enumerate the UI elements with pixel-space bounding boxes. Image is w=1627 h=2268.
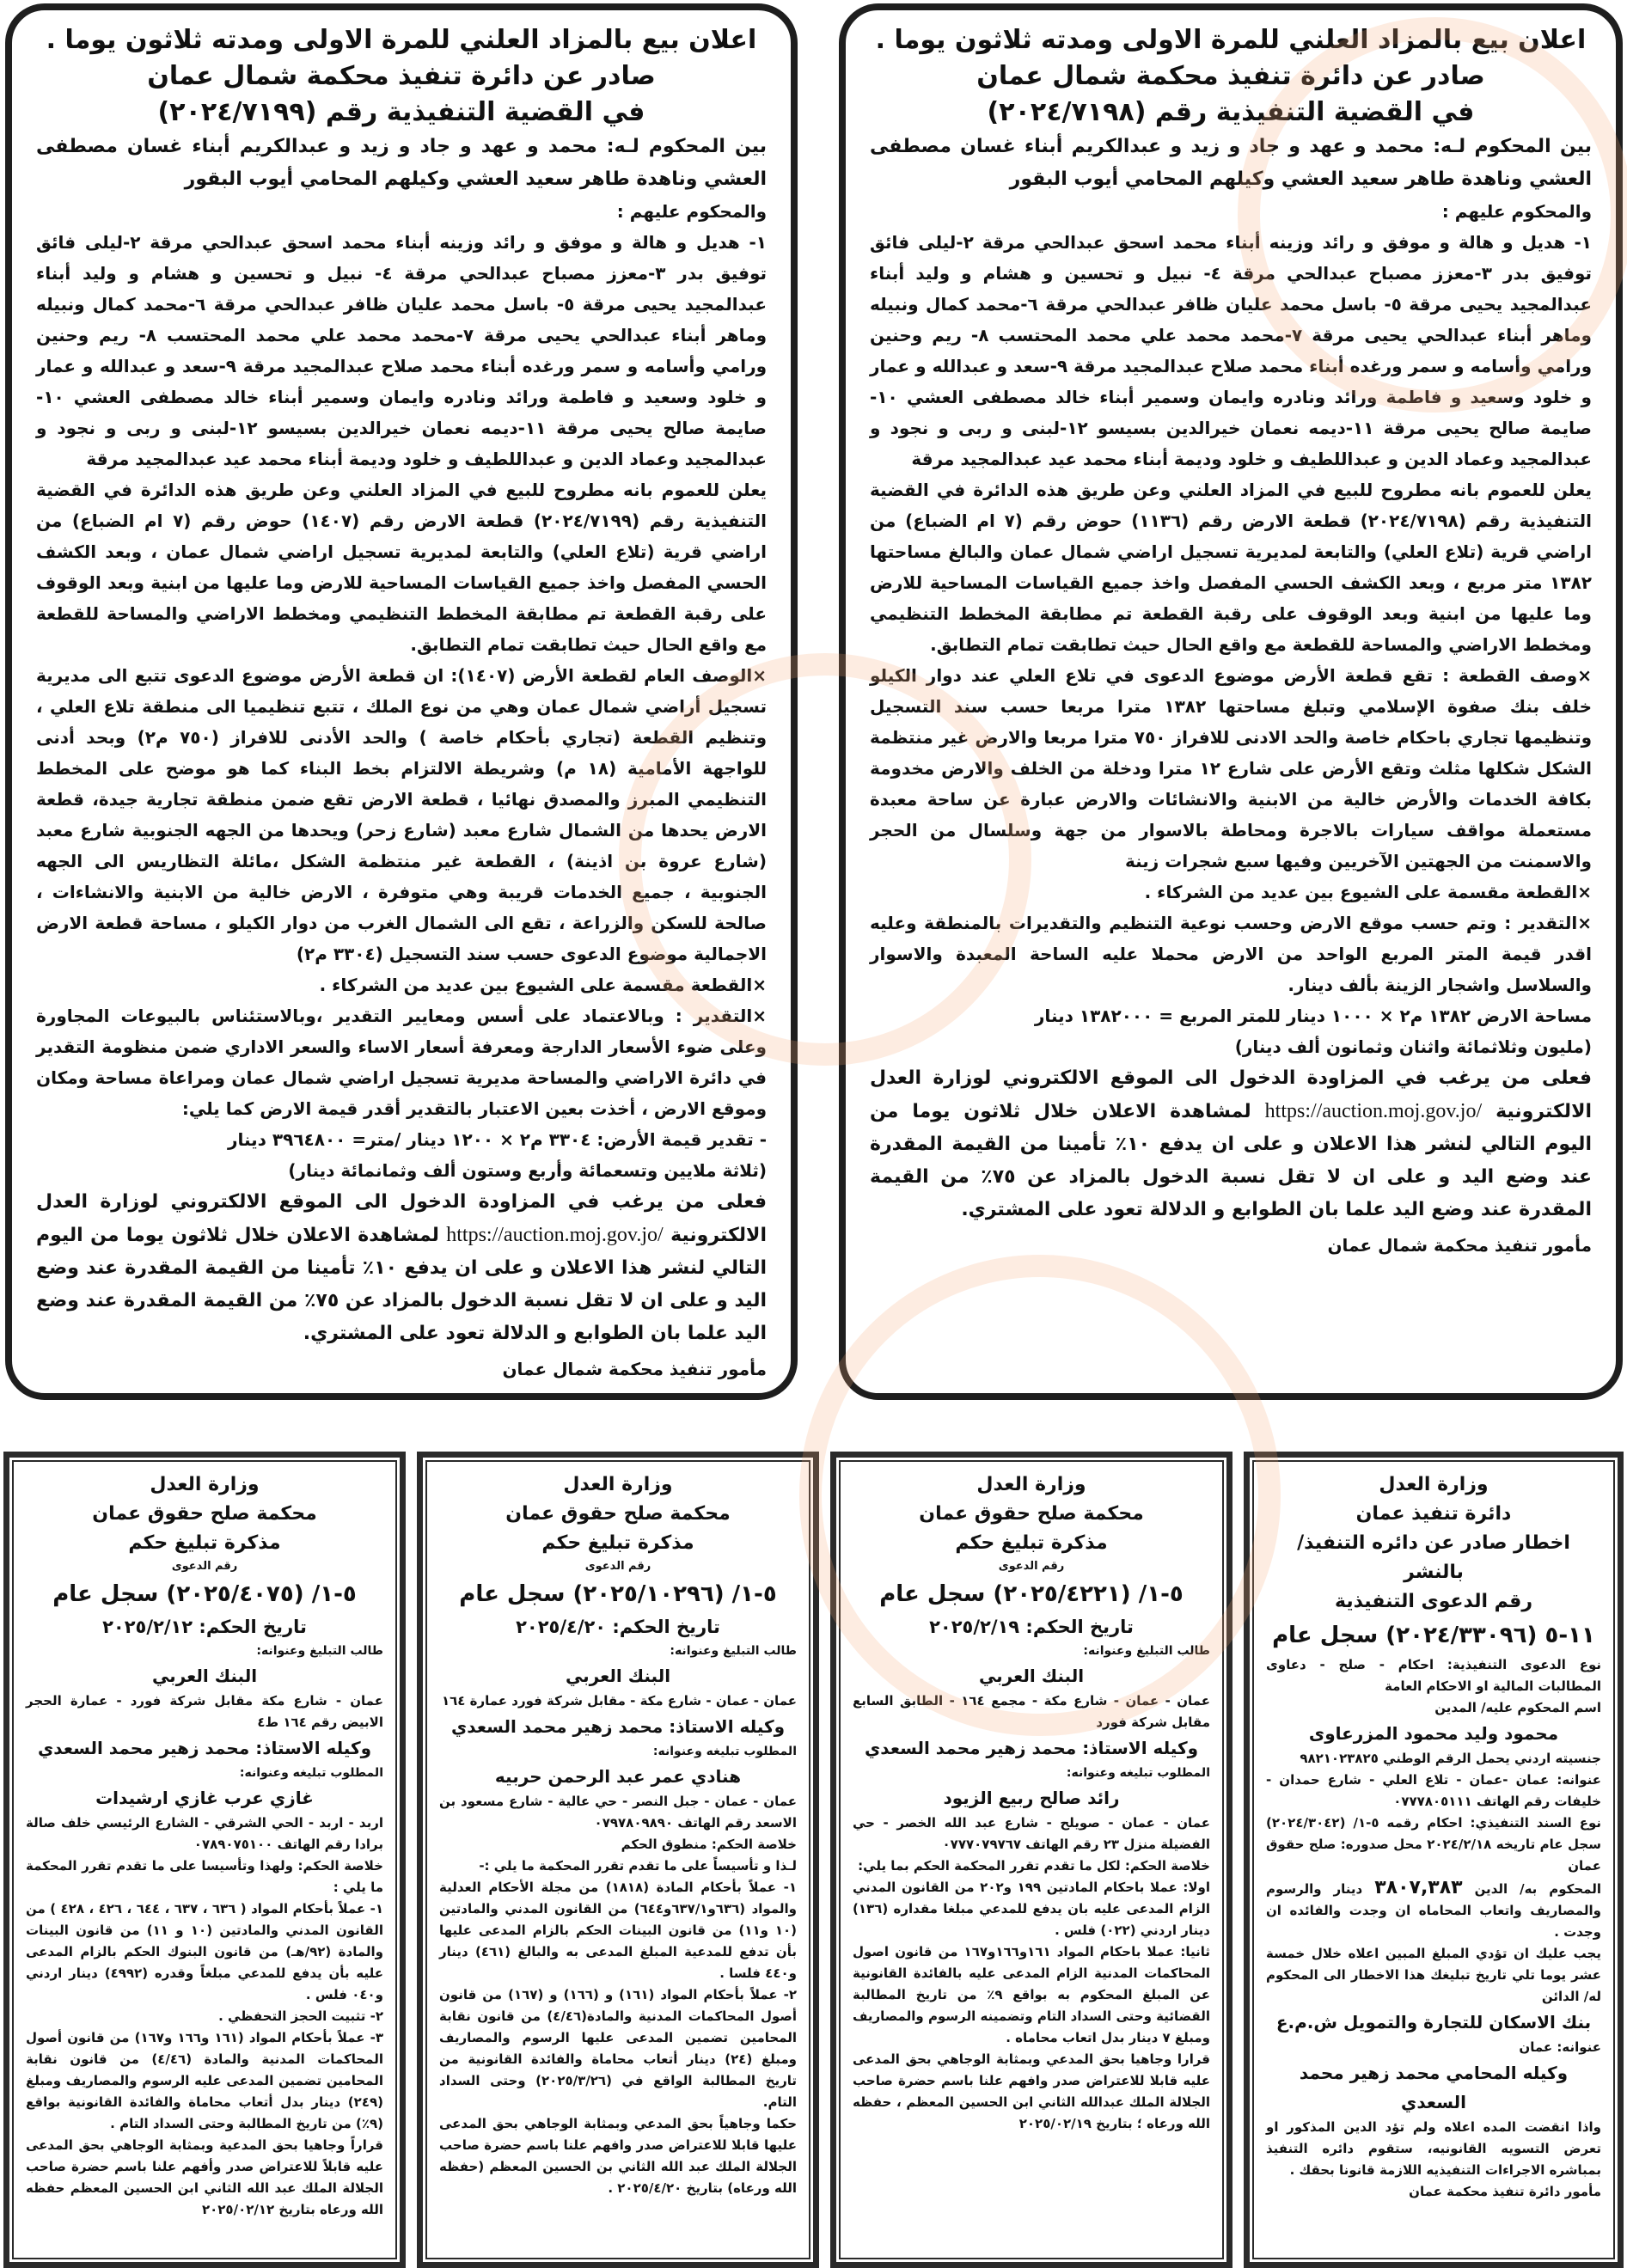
target-name: رائد صالح ربيع الزيود bbox=[943, 1788, 1120, 1808]
claimants: بين المحكوم لـه: محمد و عهد و جاد و زيد و عبدالكريم أبناء غسان مصطفى العشي وناهدة طاهر سعيد العشي وكيلهم المحامي أيوب البقور bbox=[36, 136, 767, 190]
bid-intro: فعلى من يرغب في المزاودة الدخول الى الموقع الالكتروني لوزارة العدل الالكترونية bbox=[870, 1067, 1592, 1122]
agent-name: وكيله المحامي محمد زهير محمد السعدي bbox=[1299, 2063, 1569, 2112]
auction-link[interactable]: https://auction.moj.gov.jo/ bbox=[446, 1224, 664, 1246]
agent-name: وكيله الاستاذ: محمد زهير محمد السعدي bbox=[37, 1738, 372, 1758]
signature: مأمور دائرة تنفيذ محكمة عمان bbox=[1409, 2184, 1601, 2199]
requester-name: البنك العربي bbox=[978, 1666, 1085, 1686]
case-label: رقم الدعوى bbox=[998, 1560, 1065, 1573]
auction-link[interactable]: https://auction.moj.gov.jo/ bbox=[1264, 1100, 1483, 1122]
notice-title: مذكرة تبليغ حكم bbox=[955, 1532, 1108, 1554]
judgment-notice bbox=[3, 1452, 406, 2268]
bid-instructions bbox=[870, 1062, 1592, 1226]
bid-intro: فعلى من يرغب في المزاودة الدخول الى الموقع الالكتروني لوزارة العدل الالكترونية bbox=[36, 1191, 767, 1246]
notice-title: اخطار صادر عن دائره التنفيذ/ بالنشر bbox=[1297, 1532, 1570, 1583]
ministry: وزارة العدل bbox=[976, 1474, 1086, 1495]
description: ×الوصف العام لقطعة الأرض (١٤٠٧): ان قطعة الأرض موضوع الدعوى تتبع الى مديرية تسجيل أراضي شمال عمان وهي من نوع الملك ، تتبع تنظيميا الى منطقة تلاع العلي ، وتنظيم القطعة (تجاري بأحكام خاصة ) والحد الأدنى للافراز (٧٥٠ م٢) وبحد أدنى للواجهة الأمامية (١٨ م) وشريطة الالتزام بخط البناء كما هو موضح على المخطط التنظيمي المبرز والمصدق نهائيا ، قطعة الارض تقع ضمن منطقة تجارية جيدة، قطعة الارض يحدها من الشمال شارع معبد (شارع زحر) ويحدها من الجهه الجنوبية شارع معبد (شارع عروة بن اذينة) ، القطعة غير منتظمة الشكل ،مائلة التظاريس الى الجهه الجنوبية ، جميع الخدمات قريبة وهي متوفرة ، الارض خالية من الابنية والانشاءات ، صالحة للسكن والزراعة ، تقع الى الشمال الغرب من دوار الكيلو ، مساحة قطعة الارض الاجمالية موضوع الدعوى حسب سند التسجيل (٣٣٠٤ م٢) bbox=[36, 665, 768, 964]
requester-label: طالب التبليغ وعنوانه: bbox=[670, 1644, 797, 1658]
valuation: ×التقدير : وبالاعتماد على أسس ومعايير التقدير ،وبالاستئناس بالبيوعات المجاورة وعلى ضوء الأسعار الدارجة ومعرفة أسعار الاساء والسعر الاداري ضمن منظومة التقدير في دائرة الاراضي والمساحة مديرية تسجيل اراضي شمال عمان ومراعاة مساحة ومكان وموقع الارض ، أخذت بعين الاعتبار بالتقدير أقدر قيمة الارض كما يلي: bbox=[36, 1006, 767, 1119]
department: دائرة تنفيذ عمان bbox=[1355, 1503, 1512, 1525]
notice-title: اعلان بيع بالمزاد العلني للمرة الاولى ومدته ثلاثون يوما . bbox=[875, 25, 1587, 55]
debt bbox=[1266, 1877, 1601, 1943]
warning: واذا انقضت المده اعلاه ولم تؤد الدين المذكور او تعرض التسويه القانونيه، ستقوم دائره التنفيذ بمباشره الاجراءات التنفيذيه اللازمة قانونا بحقك . bbox=[1266, 2119, 1601, 2178]
court: محكمة صلح حقوق عمان bbox=[92, 1503, 317, 1525]
case-label: رقم الدعوى التنفيذية bbox=[1334, 1591, 1533, 1612]
debt-suffix: دينار والرسوم والمصاريف واتعاب المحاماه ان وجدت والفائده ان وجدت . bbox=[1266, 1881, 1601, 1940]
judgment-item: ثانيا: عملا باحكام المواد ١٦١و١٦٦و١٦٧ من قانون اصول المحاكمات المدنية الزام المدعى عليه بالفائدة القانونية عن المبلغ المحكوم به بواقع ٩٪ من تاريخ المطالبة القضائية وحتى السداد التام وتضمينه الرسوم والمصاريف ومبلغ ٧ دينار بدل اتعاب محاماه . bbox=[853, 1944, 1210, 2045]
judgment-item: خلاصة الحكم: لكل ما تقدم تقرر المحكمة الحكم بما يلي: bbox=[858, 1858, 1210, 1874]
creditor-name: بنك الاسكان للتجارة والتمويل ش.م.ع bbox=[1275, 2012, 1592, 2033]
judgment-date: تاريخ الحكم: ٢٠٢٥/٢/١٢ bbox=[102, 1617, 307, 1637]
execution-notice bbox=[1244, 1452, 1624, 2268]
requester-label: طالب التبليغ وعنوانه: bbox=[256, 1644, 383, 1658]
defendants: ١- هديل و هالة و موفق و رائد وزينه أبناء محمد اسحق عبدالحي مرقة ٢-ليلى فائق توفيق بدر ٣-معزز مصباح عبدالحي مرقة ٤- نبيل و تحسين و هشام و وليد أبناء عبدالمجيد يحيى مرقة ٥- باسل محمد عليان ظافر عبدالحي مرقة ٦-محمد كمال ونبيله وماهر أبناء عبدالحي يحيى مرقة ٧-محمد محمد علي محمد المحتسب ٨- ريم وحنين ورامي وأسامه و سمر ورغده أبناء محمد صلاح عبدالمجيد مرقة ٩-سعد و عبدالله و عمار و خلود وسعيد و فاطمة ورائد ونادره وايمان وسمير أبناء خالد مصطفى العشي ١٠-صايمة صالح يحيى مرقة ١١-ديمه نعمان خيرالدين بسيسو ١٢-لبنى و ربى و نجود و عبدالمجيد وعماد الدين و عبداللطيف و خلود وديمة أبناء محمد عيد عبدالمجيد مرقة bbox=[36, 232, 768, 469]
judgment-item: لـذا و تأسيساً على ما تقدم تقرر المحكمة ما يلي :- bbox=[479, 1858, 797, 1874]
notice-title: اعلان بيع بالمزاد العلني للمرة الاولى ومدته ثلاثون يوما . bbox=[46, 25, 757, 55]
judgment-item: ٣- عملاً بأحكام المواد (١٦١ و١٦٦ و١٦٧) من قانون أصول المحاكمات المدنية والمادة (٤/٤٦) من قانون نقابة المحامين تضمين المدعى عليه الرسوم والمصاريف ومبلغ (٢٤٩) دينار بدل أتعاب محاماة والفائدة القانونية بواقع (٩٪) من تاريخ المطالبة وحتى السداد التام . bbox=[26, 2030, 383, 2131]
target-address: عمان - عمان - جبل النصر - حي عالية - شارع مسعود بن الاسعد رقم الهاتف ٠٧٩٧٨٠٩٨٩٠ bbox=[439, 1794, 797, 1831]
judgment-notice bbox=[830, 1452, 1232, 2268]
notice-title: مذكرة تبليغ حكم bbox=[128, 1532, 281, 1554]
shared: ×القطعة مقسمة على الشيوع بين عديد من الشركاء . bbox=[319, 975, 767, 995]
case-label: رقم الدعوى bbox=[171, 1560, 238, 1573]
judgment-item: حكما وجاهياً بحق المدعي وبمثابة الوجاهي بحق المدعى عليها قابلا للاعتراض صدر وافهم علنا باسم حضرة صاحب الجلالة الملك عبد الله الثاني بن الحسين المعظم (حفظه الله ورعاه) بتاريخ ٢٠٢٥/٤/٢٠ . bbox=[439, 2116, 797, 2196]
judgment-item: ١- عملاً بأحكام المواد ( ٦٣٦ ، ٦٣٧ ، ٦٤٤ ، ٤٢٦ ، ٤٢٨ ) من القانون المدني والمادتين (١٠ و ١١) من قانون البينات والمادة (٩٢/هـ) من قانون البنوك الحكم بالزام المدعى عليه بأن يدفع للمدعي مبلغاً وقدره (٤٩٩٢) دينار اردني و٠٤٠ فلس . bbox=[26, 1901, 384, 2002]
notice-title: في القضية التنفيذية رقم (٢٠٢٤/٧١٩٩) bbox=[157, 97, 645, 127]
judgment-item: خلاصة الحكم: ولهذا وتأسيسا على ما تقدم تقرر المحكمة ما يلي : bbox=[26, 1858, 383, 1895]
agent-name: وكيله الاستاذ: محمد زهير محمد السعدي bbox=[450, 1716, 786, 1737]
calculation: - تقدير قيمة الأرض: ٣٣٠٤ م٢ × ١٢٠٠ دينار /متر= ٣٩٦٤٨٠٠ دينار bbox=[227, 1129, 767, 1150]
debtor-address: عنوانه: عمان -عمان - تلاع العلي - شارع حمدان - خليفات رقم الهاتف ٠٧٧٧٨٠٥١١١ bbox=[1266, 1772, 1601, 1809]
demand: يجب عليك ان تؤدي المبلغ المبين اعلاه خلال خمسة عشر يوما تلي تاريخ تبليغك هذا الاخطار الى المحكوم له/ الدائن bbox=[1266, 1946, 1601, 2004]
debtor-name: محمود وليد محمود المزرعاوى bbox=[1308, 1723, 1559, 1744]
court: محكمة صلح حقوق عمان bbox=[919, 1503, 1144, 1525]
case-label: رقم الدعوى bbox=[584, 1560, 651, 1573]
target-name: هنادي عمر عبد الرحمن حربيه bbox=[494, 1766, 742, 1787]
bid-terms: لمشاهدة الاعلان خلال ثلاثون يوما من اليوم التالي لنشر هذا الاعلان و على ان يدفع ١٠٪ تأمينا من القيمة المقدرة عند وضع اليد و على ان لا تقل نسبة الدخول بالمزاد عن ٧٥٪ من القيمة المقدرة عند وضع اليد علما بان الطوابع و الدلالة تعود على المشتري. bbox=[870, 1101, 1593, 1220]
notice-title: في القضية التنفيذية رقم (٢٠٢٤/٧١٩٨) bbox=[987, 97, 1475, 127]
target-label: المطلوب تبليغه وعنوانه: bbox=[1066, 1766, 1210, 1780]
creditor-address: عنوانه: عمان bbox=[1519, 2039, 1601, 2055]
judgment-notice bbox=[417, 1452, 819, 2268]
ministry: وزارة العدل bbox=[563, 1474, 673, 1495]
target-label: المطلوب تبليغه وعنوانه: bbox=[239, 1766, 383, 1780]
auction-notice bbox=[5, 3, 798, 1400]
notice-title: صادر عن دائرة تنفيذ محكمة شمال عمان bbox=[976, 61, 1485, 91]
signature: مأمور تنفيذ محكمة شمال عمان bbox=[1327, 1235, 1592, 1256]
judgment-item: ٢- تثبيت الحجز التحفظي . bbox=[218, 2008, 383, 2024]
judgment-item: قرارا وجاهيا بحق المدعي وبمثابة الوجاهي بحق المدعى عليه قابلا للاعتراض صدر وافهم علنا باسم حضرة صاحب الجلالة الملك عبدالله الثاني ابن الحسين المعظم ، حفظه الله ورعاه ؛ بتاريخ ٢٠٢٥/٠٢/١٩ bbox=[853, 2051, 1210, 2131]
target-address: اربد - اربد - الحي الشرقي - الشارع الرئيسي خلف صالة برادا رقم الهاتف ٠٧٨٩٠٧٥١٠٠ bbox=[26, 1815, 383, 1852]
requester-name: البنك العربي bbox=[565, 1666, 671, 1686]
requester-address: عمان - شارع مكة مقابل شركة فورد - عمارة الحجر الابيض رقم ١٦٤ ط٤ bbox=[26, 1693, 383, 1730]
announcement: يعلن للعموم بانه مطروح للبيع في المزاد العلني وعن طريق هذه الدائرة في القضية التنفيذية رقم (٢٠٢٤/٧١٩٩) قطعة الارض رقم (١٤٠٧) حوض رقم (٧ ام الضباع) من اراضي قرية (تلاع العلي) والتابعة لمديرية تسجيل اراضي شمال عمان ، وبعد الكشف الحسي المفصل واخذ جميع القياسات المساحية للارض وما عليها من ابنية وبعد الوقوف على رقبة القطعة تم مطابقة المخطط التنظيمي ومخطط الاراضي والمساحة للقطعة مع واقع الحال حيث تطابقت تمام التطابق. bbox=[36, 480, 767, 655]
debt-amount: ٣٨٠٧,٣٨٣ bbox=[1374, 1877, 1463, 1898]
nationality: جنسيته اردني يحمل الرقم الوطني ٩٨٢١٠٢٣٨٢٥ bbox=[1300, 1751, 1601, 1766]
case-number: ٥-١/ (٢٠٢٥/٤٢٢١) سجل عام bbox=[879, 1581, 1184, 1607]
announcement: يعلن للعموم بانه مطروح للبيع في المزاد العلني وعن طريق هذه الدائرة في القضية التنفيذية رقم (٢٠٢٤/٧١٩٨) قطعة الارض رقم (١١٣٦) حوض رقم (٧ ام الضباع) من اراضي قرية (تلاع العلي) والتابعة لمديرية تسجيل اراضي شمال عمان والبالغ مساحتها ١٣٨٢ متر مربع ، وبعد الكشف الحسي المفصل واخذ جميع القياسات المساحية للارض وما عليها من ابنية وبعد الوقوف على رقبة القطعة تم مطابقة المخطط التنظيمي ومخطط الاراضي والمساحة للقطعة مع واقع الحال حيث تطابقت تمام التطابق. bbox=[870, 480, 1592, 655]
agent-name: وكيله الاستاذ: محمد زهير محمد السعدي bbox=[864, 1738, 1199, 1758]
claimants: بين المحكوم لـه: محمد و عهد و جاد و زيد و عبدالكريم أبناء غسان مصطفى العشي وناهدة طاهر سعيد العشي وكيلهم المحامي أيوب البقور bbox=[870, 136, 1592, 190]
description: ×وصف القطعة : تقع قطعة الأرض موضوع الدعوى في تلاع العلي عند دوار الكيلو خلف بنك صفوة الإسلامي وتبلغ مساحتها ١٣٨٢ مترا مربعا حسب سند التسجيل وتنظيمها تجاري باحكام خاصة والحد الادنى للافراز ٧٥٠ مترا مربعا والارض غير منتظمة الشكل شكلها مثلث وتقع الأرض على شارع ١٢ مترا ودخلة من الخلف والارض مخدومة بكافة الخدمات والأرض خالية من الابنية والانشائات والارض عبارة عن ساحة معبدة مستعملة مواقف سيارات بالاجرة ومحاطة بالاسوار من جهة وسلسال من الحجر والاسمنت من الجهتين الآخريين وفيها سبع شجرات زينة bbox=[870, 665, 1593, 871]
judgment-item: اولا: عملا باحكام المادتين ١٩٩ و٢٠٢ من القانون المدني الزام المدعى عليه بان يدفع للمدعي مبلغا مقداره (١٣٦) دينار اردني (٠٢٢) فلس . bbox=[853, 1880, 1211, 1938]
calculation: مساحة الارض ١٣٨٢ م٢ × ١٠٠٠ دينار للمتر المربع = ١٣٨٢٠٠٠ دينار bbox=[1034, 1006, 1592, 1026]
amount-words: (ثلاثة ملايين وتسعمائة وأربع وستون ألف وثمانمائة دينار) bbox=[288, 1160, 767, 1181]
signature: مأمور تنفيذ محكمة شمال عمان bbox=[502, 1359, 767, 1379]
ministry: وزارة العدل bbox=[150, 1474, 260, 1495]
judgment-item: قراراً وجاهيا بحق المدعية وبمثابة الوجاهي بحق المدعى عليه قابلاً للاعتراض صدر وأفهم علنا باسم حضرة صاحب الجلالة الملك عبد الله الثاني ابن الحسين المعظم حفظه الله ورعاه بتاريخ ٢٠٢٥/٠٢/١٢ bbox=[26, 2137, 383, 2217]
notice-title: مذكرة تبليغ حكم bbox=[541, 1532, 694, 1554]
requester-name: البنك العربي bbox=[151, 1666, 258, 1686]
case-number: ٥-١/ (٢٠٢٥/٤٠٧٥) سجل عام bbox=[52, 1581, 357, 1607]
bid-terms: لمشاهدة الاعلان خلال ثلاثون يوما من اليوم التالي لنشر هذا الاعلان و على ان يدفع ١٠٪ تأمينا من القيمة المقدرة عند وضع اليد و على ان لا تقل نسبة الدخول بالمزاد عن ٧٥٪ من القيمة المقدرة عند وضع اليد علما بان الطوابع و الدلالة تعود على المشتري. bbox=[36, 1225, 768, 1344]
requester-label: طالب التبليغ وعنوانه: bbox=[1083, 1644, 1210, 1658]
shared: ×القطعة مقسمة على الشيوع بين عديد من الشركاء . bbox=[1144, 882, 1592, 902]
valuation: ×التقدير : وتم حسب موقع الارض وحسب نوعية التنظيم والتقديرات بالمنطقة وعليه اقدر قيمة المتر المربع الواحد من الارض محملا عليه الساحة المعبدة والاسوار والسلاسل واشجار الزينة بألف دينار. bbox=[870, 913, 1592, 995]
defendants: ١- هديل و هالة و موفق و رائد وزينه أبناء محمد اسحق عبدالحي مرقة ٢-ليلى فائق توفيق بدر ٣-معزز مصباح عبدالحي مرقة ٤- نبيل و تحسين و هشام و وليد أبناء عبدالمجيد يحيى مرقة ٥- باسل محمد عليان ظافر عبدالحي مرقة ٦-محمد كمال ونبيله وماهر أبناء عبدالحي يحيى مرقة ٧-محمد محمد علي محمد المحتسب ٨- ريم وحنين ورامي وأسامه و سمر ورغده أبناء محمد صلاح عبدالمجيد مرقة ٩-سعد و عبدالله و عمار و خلود وسعيد و فاطمة ورائد ونادره وايمان وسمير أبناء خالد مصطفى العشي ١٠-صايمة صالح يحيى مرقة ١١-ديمه نعمان خيرالدين بسيسو ١٢-لبنى و ربى و نجود و عبدالمجيد وعماد الدين و عبداللطيف و خلود وديمة أبناء محمد عيد عبدالمجيد مرقة bbox=[870, 232, 1593, 469]
case-type: نوع الدعوى التنفيذية: احكام - صلح - دعاوى المطالبات المالية او الاحكام العامة bbox=[1266, 1657, 1601, 1694]
defendants-label: والمحكوم عليهم : bbox=[616, 201, 767, 222]
target-label: المطلوب تبليغه وعنوانه: bbox=[652, 1745, 797, 1758]
judgment-date: تاريخ الحكم: ٢٠٢٥/٢/١٩ bbox=[929, 1617, 1134, 1637]
requester-address: عمان - عمان - شارع مكة - مجمع ١٦٤ - الطابق السابع مقابل شركة فورد bbox=[853, 1693, 1210, 1730]
defendants-label: والمحكوم عليهم : bbox=[1441, 201, 1592, 222]
requester-address: عمان - عمان - شارع مكة - مقابل شركة فورد عمارة ١٦٤ bbox=[441, 1693, 797, 1709]
case-number: ٥-١/ (٢٠٢٥/١٠٢٩٦) سجل عام bbox=[459, 1581, 777, 1607]
ministry: وزارة العدل bbox=[1379, 1474, 1489, 1495]
notice-title: صادر عن دائرة تنفيذ محكمة شمال عمان bbox=[147, 61, 656, 91]
judgment-item: ١- عملاً بأحكام المادة (١٨١٨) من مجلة الأحكام العدلية والمواد (٦٣٦و٦٣٧/١و٦٤٤) من القانون المدني والمادتين (١٠ و١١) من قانون البينات الحكم بالزام المدعى عليها بأن تدفع للمدعية المبلغ المدعى به والبالغ (٤٦١) دينار و٤٤٠ فلسا . bbox=[439, 1880, 797, 1981]
case-number: ١١-٥ (٢٠٢٤/٣٣٠٩٦) سجل عام bbox=[1272, 1623, 1595, 1648]
notices-row bbox=[0, 1452, 1627, 2268]
debtor-label: اسم المحكوم عليه/ المدين bbox=[1434, 1700, 1601, 1715]
target-name: غازي عرب غازي ارشيدات bbox=[95, 1788, 314, 1808]
judgment-item: ٢- عملاً بأحكام المواد (١٦١) و (١٦٦) و (١٦٧) من قانون أصول المحاكمات المدنية والمادة(٤/٤٦) من قانون نقابة المحامين تضمين المدعى عليها الرسوم والمصاريف ومبلغ (٢٤) دينار أتعاب محاماة والفائدة القانونية من تاريخ المطالبة الواقع في (٢٠٢٥/٣/٢٦) وحتى السداد التام. bbox=[439, 1987, 798, 2110]
judgment-date: تاريخ الحكم: ٢٠٢٥/٤/٢٠ bbox=[516, 1617, 720, 1637]
debt-prefix: المحكوم به/ الدين bbox=[1474, 1881, 1602, 1897]
court: محكمة صلح حقوق عمان bbox=[505, 1503, 731, 1525]
target-address: عمان - عمان - صويلح - شارع عبد الله الخصر - حي الفضيلة منزل ٢٣ رقم الهاتف ٠٧٧٧٠٧٩٧٦٧ bbox=[853, 1815, 1210, 1852]
auction-notice bbox=[839, 3, 1623, 1400]
judgment-item: خلاصة الحكم: منطوق الحكم bbox=[621, 1837, 797, 1852]
bid-instructions bbox=[36, 1186, 767, 1350]
amount-words: (مليون وثلاثمائة واثنان وثمانون ألف دينار) bbox=[1234, 1036, 1592, 1057]
instrument: نوع السند التنفيذي: احكام رقمه ٥-١/ (٢٠٢٤/٣٠٤٢) سجل عام تاريخه ٢٠٢٤/٢/١٨ محل صدوره: صلح حقوق عمان bbox=[1266, 1815, 1601, 1874]
